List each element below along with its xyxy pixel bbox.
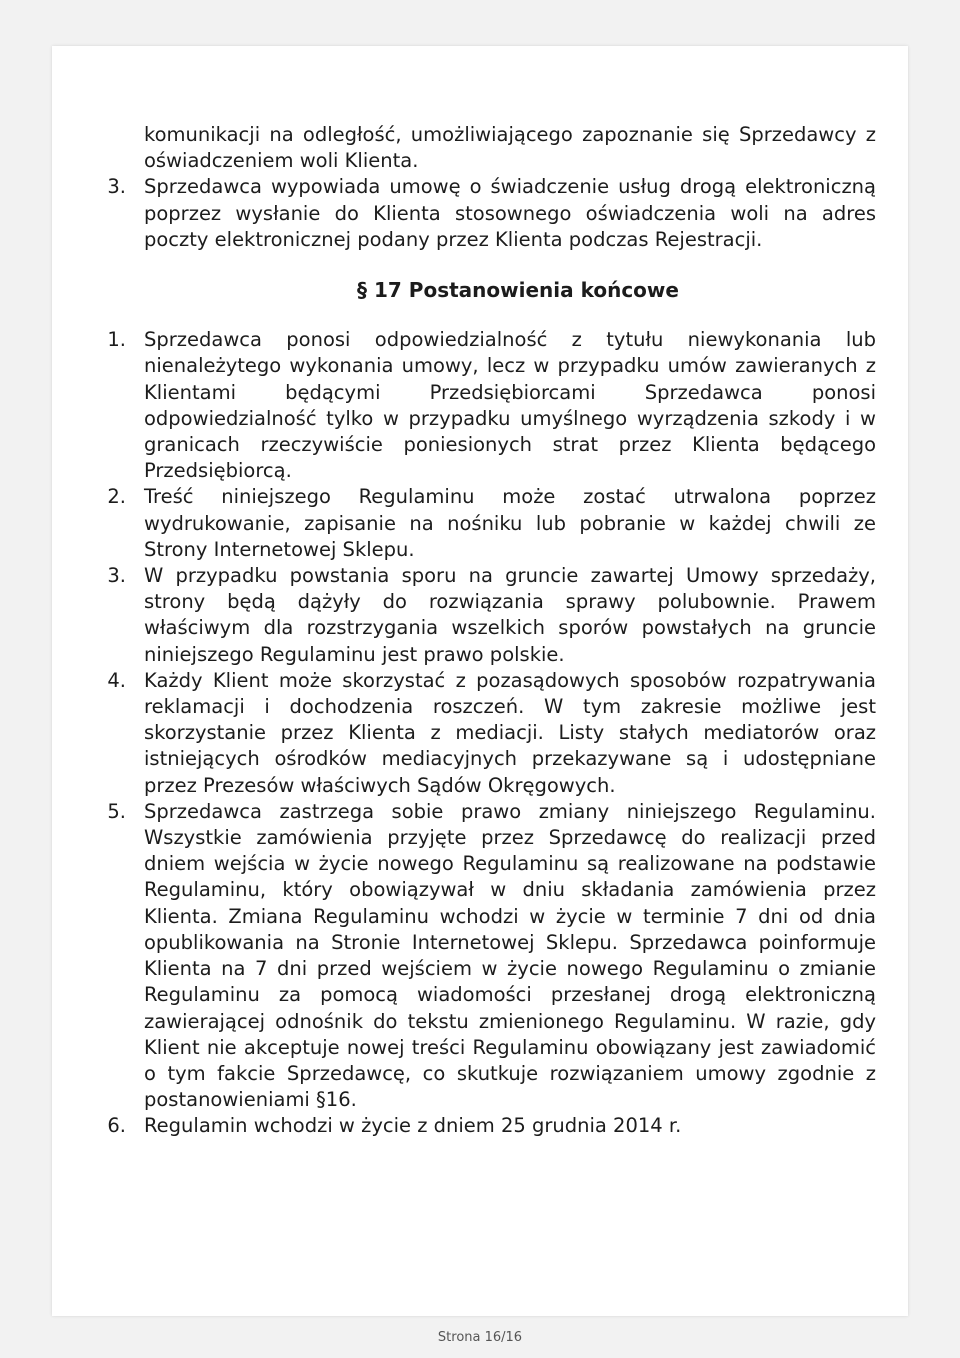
list-number: 4. xyxy=(107,668,126,692)
list-item-2 xyxy=(107,484,876,563)
list-number: 1. xyxy=(107,328,126,352)
document-content xyxy=(107,122,876,1140)
document-page xyxy=(52,46,908,1316)
list-item-6 xyxy=(107,1113,876,1139)
list-number: 6. xyxy=(107,1114,126,1138)
list-number: 3. xyxy=(107,175,126,199)
list-item-text: Regulamin wchodzi w życie z dniem 25 grudnia 2014 r. xyxy=(144,1114,682,1138)
page-footer xyxy=(0,1330,960,1345)
list-number: 2. xyxy=(107,485,126,509)
page-number: Strona 16/16 xyxy=(437,1330,523,1345)
list-item-prev-3 xyxy=(107,174,876,253)
list-item-text: Każdy Klient może skorzystać z pozasądowych sposobów rozpatrywania reklamacji i dochodzenia roszczeń. W tym zakresie możliwe jest skorzystanie przez Klienta z mediacji. Listy stałych mediatorów oraz istniejących ośrodków mediacyjnych przekazywane są i udostępniane przez Prezesów właściwych Sądów Okręgowych. xyxy=(144,668,876,797)
continuation-text: komunikacji na odległość, umożliwiającego zapoznanie się Sprzedawcy z oświadczeniem woli Klienta. xyxy=(144,123,876,173)
list-item-3 xyxy=(107,563,876,668)
section-heading xyxy=(144,277,876,303)
list-item-text: W przypadku powstania sporu na gruncie zawartej Umowy sprzedaży, strony będą dążyły do rozwiązania sprawy polubownie. Prawem właściwym dla rozstrzygania wszelkich sporów powstałych na gruncie niniejszego Regulaminu jest prawo polskie. xyxy=(144,564,876,666)
section-symbol: § xyxy=(357,278,368,303)
list-item-text: Sprzedawca ponosi odpowiedzialność z tytułu niewykonania lub nienależytego wykonania umowy, lecz w przypadku umów zawieranych z Klientami będącymi Przedsiębiorcami Sprzedawca ponosi odpowiedzialność tylko w przypadku umyślnego wyrządzenia szkody i w granicach rzeczywiście poniesionych strat przez Klienta będącego Przedsiębiorcą. xyxy=(144,328,876,483)
list-number: 3. xyxy=(107,564,126,588)
list-item-text: Sprzedawca zastrzega sobie prawo zmiany niniejszego Regulaminu. Wszystkie zamówienia przyjęte przez Sprzedawcę do realizacji przed dniem wejścia w życie nowego Regulaminu są realizowane na podstawie Regulaminu, który obowiązywał w dniu składania zamówienia przez Klienta. Zmiana Regulaminu wchodzi w życie w terminie 7 dni od dnia opublikowania na Stronie Internetowej Sklepu. Sprzedawca poinformuje Klienta na 7 dni przed wejściem w życie nowego Regulaminu o zmianie Regulaminu za pomocą wiadomości przesłanej drogą elektroniczną zawierającej odnośnik do tekstu zmienionego Regulaminu. W razie, gdy Klient nie akceptuje nowej treści Regulaminu obowiązany jest zawiadomić o tym fakcie Sprzedawcę, co skutkuje rozwiązaniem umowy zgodnie z postanowieniami §16. xyxy=(144,799,876,1112)
list-item-4 xyxy=(107,668,876,799)
list-number: 5. xyxy=(107,799,126,823)
section-title: 17 Postanowienia końcowe xyxy=(374,278,679,303)
list-item-1 xyxy=(107,327,876,484)
list-item-5 xyxy=(107,799,876,1113)
list-item-text: Treść niniejszego Regulaminu może zostać utrwalona poprzez wydrukowanie, zapisanie na nośniku lub pobranie w każdej chwili ze Strony Internetowej Sklepu. xyxy=(144,485,876,561)
continuation-paragraph xyxy=(144,122,876,174)
list-item-text: Sprzedawca wypowiada umowę o świadczenie usług drogą elektroniczną poprzez wysłanie do Klienta stosownego oświadczenia woli na adres poczty elektronicznej podany przez Klienta podczas Rejestracji. xyxy=(144,175,876,251)
